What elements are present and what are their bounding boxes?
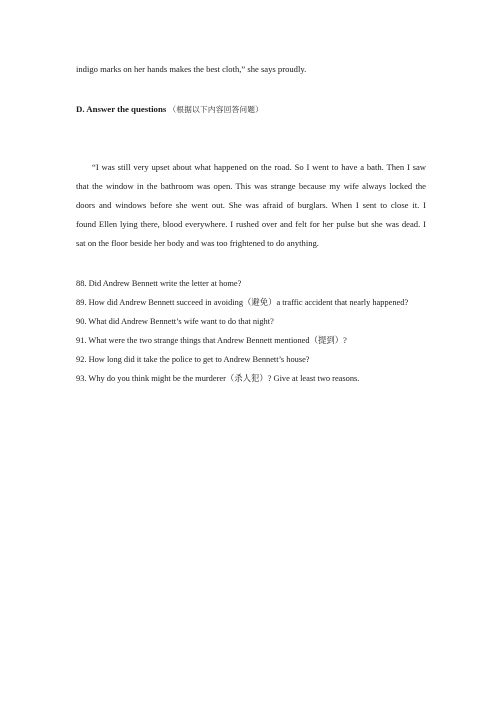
passage-line-2: that the window in the bathroom was open. This was strange because my wife always locked the <box>76 181 426 191</box>
passage-line-4: found Ellen lying there, blood everywhere. I rushed over and felt for her pulse but she was dead. I <box>76 219 426 229</box>
question-93: 93. Why do you think might be the murderer（杀人犯）? Give at least two reasons. <box>76 374 360 383</box>
section-heading-label: D. Answer the questions <box>76 104 167 114</box>
question-91: 91. What were the two strange things that Andrew Bennett mentioned（提到）? <box>76 336 347 345</box>
question-89: 89. How did Andrew Bennett succeed in avoiding（避免）a traffic accident that nearly happened? <box>76 298 409 307</box>
question-90: 90. What did Andrew Bennett’s wife want to do that night? <box>76 317 274 326</box>
question-92: 92. How long did it take the police to get to Andrew Bennett’s house? <box>76 355 310 364</box>
passage-line-3: doors and windows before she went out. She was afraid of burglars. When I sent to close it. I <box>76 200 426 210</box>
passage-line-5: sat on the floor beside her body and was too frightened to do anything. <box>76 238 319 248</box>
section-heading <box>76 103 263 116</box>
passage-line-1: “I was still very upset about what happened on the road. So I went to have a bath. Then I saw <box>92 162 426 172</box>
section-heading-note: （根据以下内容回答问题） <box>168 105 264 114</box>
question-88: 88. Did Andrew Bennett write the letter at home? <box>76 279 242 288</box>
carryover-text-line: indigo marks on her hands makes the best cloth,” she says proudly. <box>76 64 307 74</box>
